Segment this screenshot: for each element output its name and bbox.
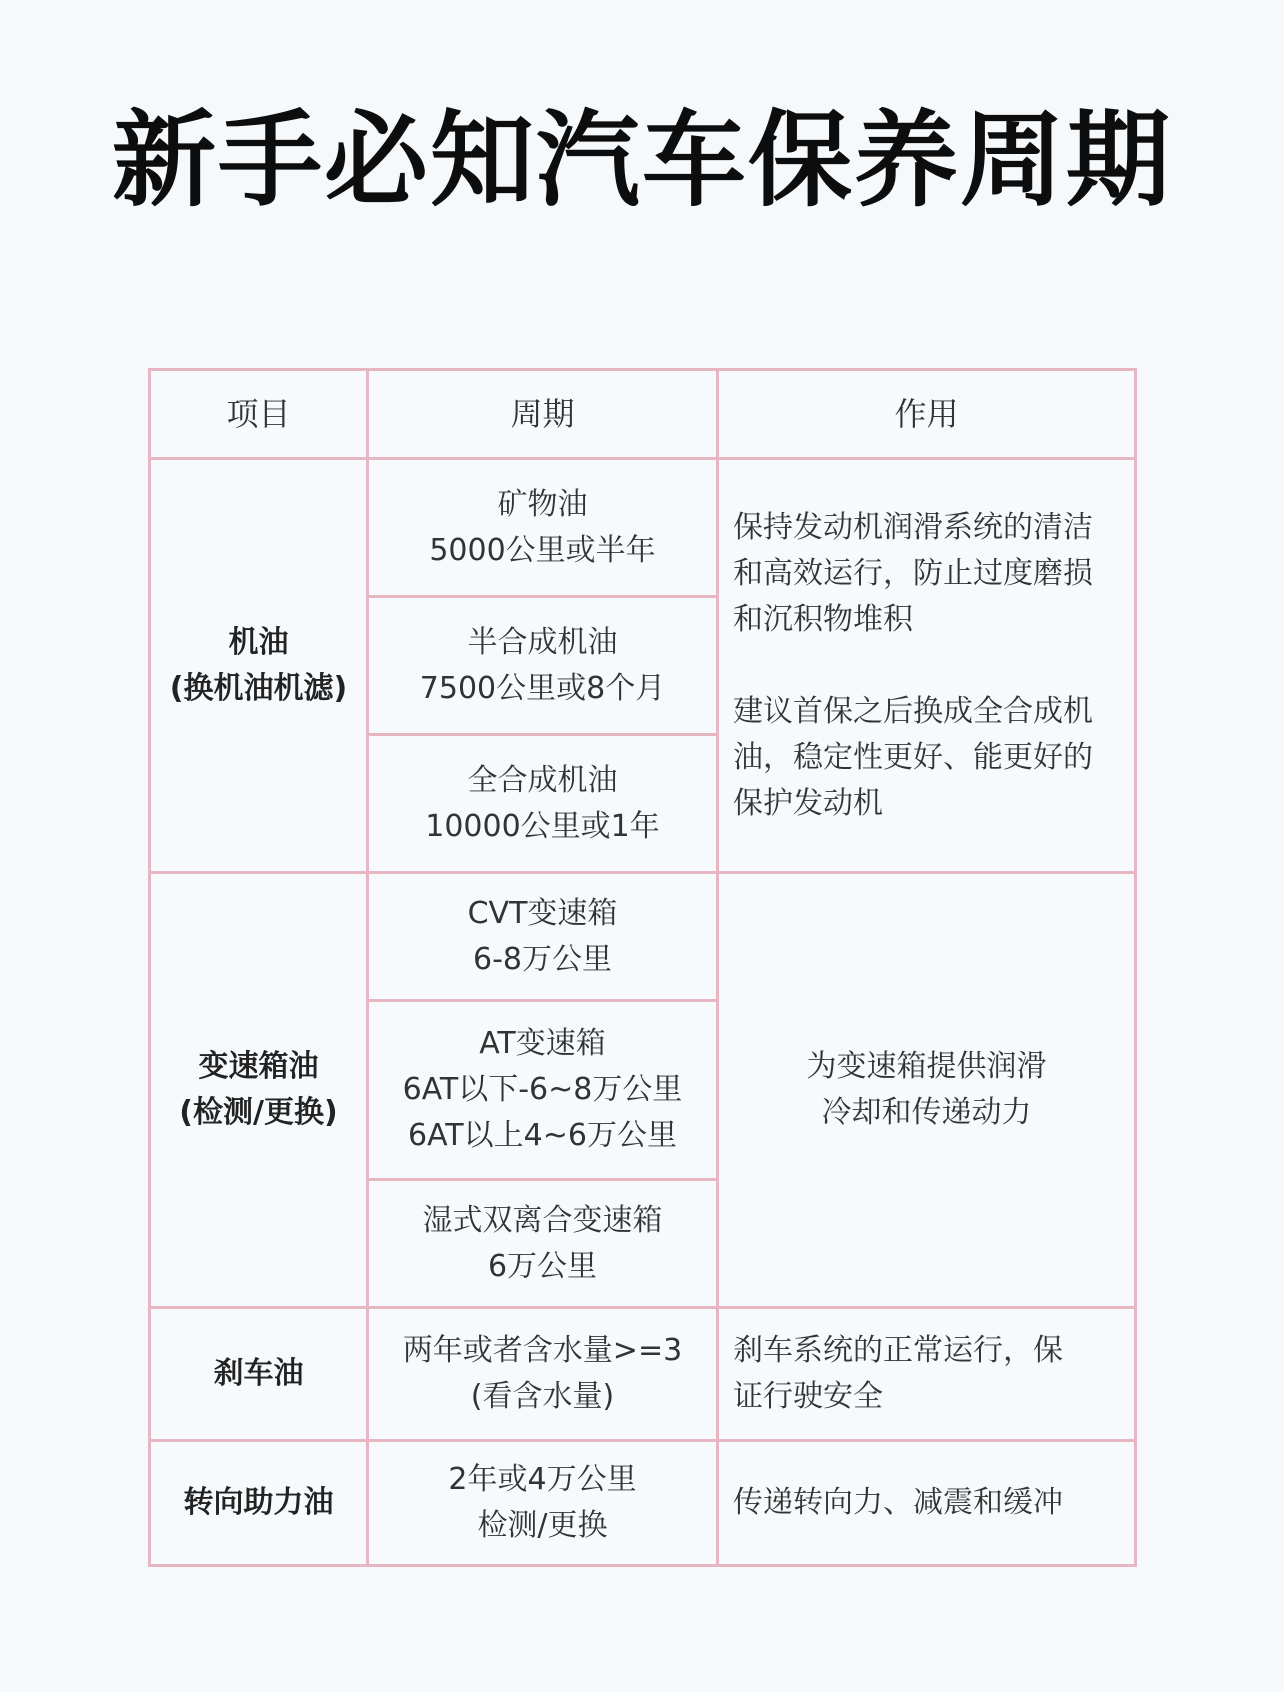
effect-line: 建议首保之后换成全合成机 <box>733 693 1093 729</box>
effect-line: 保持发动机润滑系统的清洁 <box>733 509 1093 545</box>
effect-line: 为变速箱提供润滑 <box>806 1049 1047 1084</box>
effect-oil <box>718 459 1136 873</box>
cycle-line: 6-8万公里 <box>473 941 612 977</box>
cycle-line: 5000公里或半年 <box>429 532 656 568</box>
cycle-full-synthetic <box>368 735 718 873</box>
item-brake: 刹车油 <box>150 1308 368 1441</box>
cycle-line: 矿物油 <box>497 486 588 522</box>
cycle-line: AT变速箱 <box>479 1026 606 1061</box>
cycle-line: 全合成机油 <box>467 762 618 798</box>
cycle-dct <box>368 1180 718 1308</box>
header-cycle: 周期 <box>368 370 718 459</box>
cycle-line: 6AT以上4~6万公里 <box>408 1118 677 1153</box>
effect-line: 和高效运行，防止过度磨损 <box>733 555 1093 591</box>
table-row <box>150 873 1136 1001</box>
page-title: 新手必知汽车保养周期 <box>111 99 1172 221</box>
header-item: 项目 <box>150 370 368 459</box>
item-oil-name: 机油 <box>228 624 289 660</box>
cycle-line: 2年或4万公里 <box>448 1462 637 1497</box>
item-gearbox <box>150 873 368 1308</box>
cycle-line: CVT变速箱 <box>467 895 618 931</box>
effect-line: 保护发动机 <box>733 785 883 821</box>
effect-steering: 传递转向力、减震和缓冲 <box>718 1441 1136 1566</box>
cycle-line: 7500公里或8个月 <box>419 670 666 706</box>
item-steering: 转向助力油 <box>150 1441 368 1566</box>
table-row <box>150 1441 1136 1566</box>
cycle-line: 两年或者含水量>=3 <box>402 1333 683 1368</box>
item-oil-note: (换机油机滤) <box>169 670 348 706</box>
item-gearbox-note: (检测/更换) <box>179 1095 338 1130</box>
cycle-line: 10000公里或1年 <box>425 808 660 844</box>
table-header-row <box>150 370 1136 459</box>
table-row <box>150 459 1136 597</box>
cycle-mineral-oil <box>368 459 718 597</box>
header-effect: 作用 <box>718 370 1136 459</box>
cycle-line: 6AT以下-6~8万公里 <box>402 1072 683 1107</box>
effect-line: 和沉积物堆积 <box>733 601 913 637</box>
effect-spacer <box>733 643 1122 689</box>
cycle-brake <box>368 1308 718 1441</box>
cycle-line: 半合成机油 <box>467 624 618 660</box>
maintenance-table <box>148 368 1137 1567</box>
item-gearbox-name: 变速箱油 <box>198 1049 319 1084</box>
effect-brake <box>718 1308 1136 1441</box>
cycle-at <box>368 1001 718 1180</box>
effect-line: 冷却和传递动力 <box>821 1095 1032 1130</box>
cycle-steering <box>368 1441 718 1566</box>
cycle-line: 湿式双离合变速箱 <box>422 1202 663 1238</box>
cycle-line: 6万公里 <box>487 1248 598 1284</box>
cycle-semi-synthetic <box>368 597 718 735</box>
effect-line: 刹车系统的正常运行，保 <box>733 1333 1063 1368</box>
cycle-line: (看含水量) <box>470 1379 615 1414</box>
effect-line: 油，稳定性更好、能更好的 <box>733 739 1093 775</box>
table-row <box>150 1308 1136 1441</box>
effect-gearbox <box>718 873 1136 1308</box>
cycle-cvt <box>368 873 718 1001</box>
cycle-line: 检测/更换 <box>477 1508 608 1543</box>
effect-line: 证行驶安全 <box>733 1379 883 1414</box>
item-oil <box>150 459 368 873</box>
